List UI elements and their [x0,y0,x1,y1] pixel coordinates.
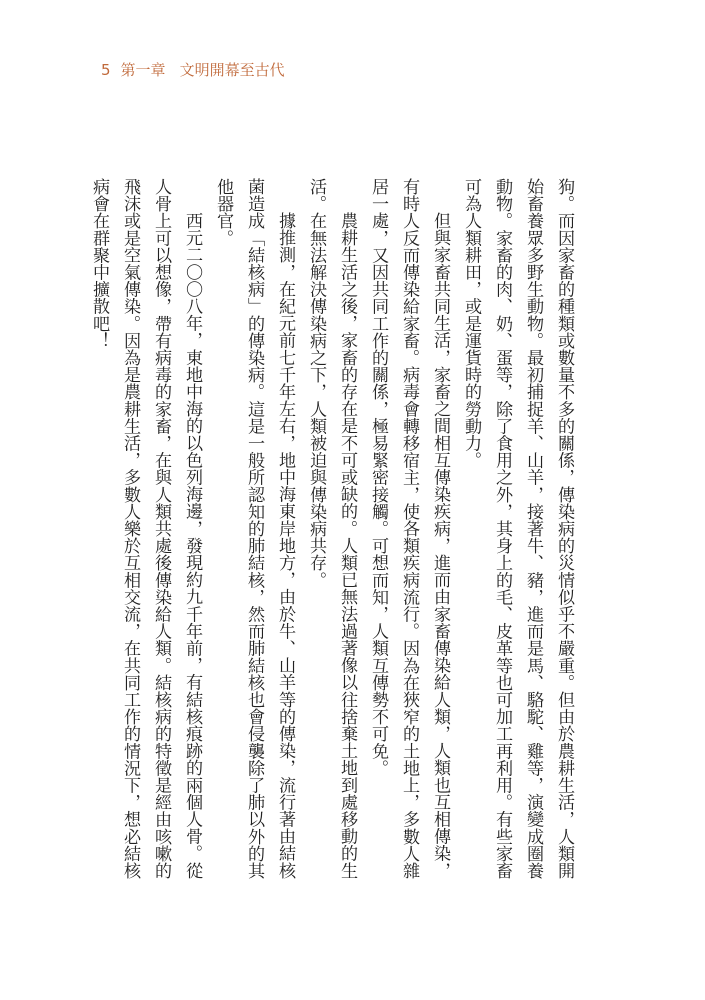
page-number: 5 [101,61,111,79]
text-column: 可為人類耕田，或是運貨時的勞動力。 [461,178,481,469]
running-header [101,61,285,79]
text-column: 飛沫或是空氣傳染。因為是農耕生活，多數人樂於互相交流，在共同工作的情況下，想必結核 [120,178,140,880]
text-column: 狗。而因家畜的種類或數量不多的關係，傳染病的災情似乎不嚴重。但由於農耕生活，人類開 [554,178,574,880]
text-column-paragraph-start: 據推測，在紀元前七千年左右，地中海東岸地方，由於牛、山羊等的傳染，流行著由結核 [275,212,295,879]
text-column: 活。在無法解決傳染病之下，人類被迫與傳染病共存。 [306,178,326,589]
text-column-paragraph-start: 但與家畜共同生活，家畜之間相互傳染疾病，進而由家畜傳染給人類，人類也互相傳染， [430,212,450,879]
text-column: 居一處，又因共同工作的關係，極易緊密接觸。可想而知，人類互傳勢不可免。 [368,178,388,777]
text-column: 有時人反而傳染給家畜。病毒會轉移宿主，使各類疾病流行。因為在狹窄的土地上，多數人雜 [399,178,419,880]
text-column-paragraph-start: 農耕生活之後，家畜的存在是不可或缺的。人類已無法過著像以往捨棄土地到處移動的生 [337,212,357,879]
chapter-title: 文明開幕至古代 [179,61,285,79]
text-column: 動物。家畜的肉、奶、蛋等，除了食用之外，其身上的毛、皮革等也可加工再利用。有些家畜 [492,178,512,880]
chapter-label: 第一章 [120,61,166,79]
vertical-body-text [83,178,579,888]
text-column: 菌造成「結核病」的傳染病。這是一般所認知的肺結核，然而肺結核也會侵襲除了肺以外的其 [244,178,264,880]
text-column-paragraph-start: 西元二〇〇八年，東地中海的以色列海邊，發現約九千年前，有結核痕跡的兩個人骨。從 [182,212,202,879]
text-column: 他器官。 [213,178,233,247]
text-column: 病會在群聚中擴散吧！ [89,178,109,349]
text-column: 始畜養眾多野生動物。最初捕捉羊、山羊，接著牛、豬，進而是馬、駱駝、雞等，演變成圈養 [523,178,543,880]
text-column: 人骨上可以想像，帶有病毒的家畜，在與人類共處後傳染給人類。結核病的特徵是經由咳嗽的 [151,178,171,880]
